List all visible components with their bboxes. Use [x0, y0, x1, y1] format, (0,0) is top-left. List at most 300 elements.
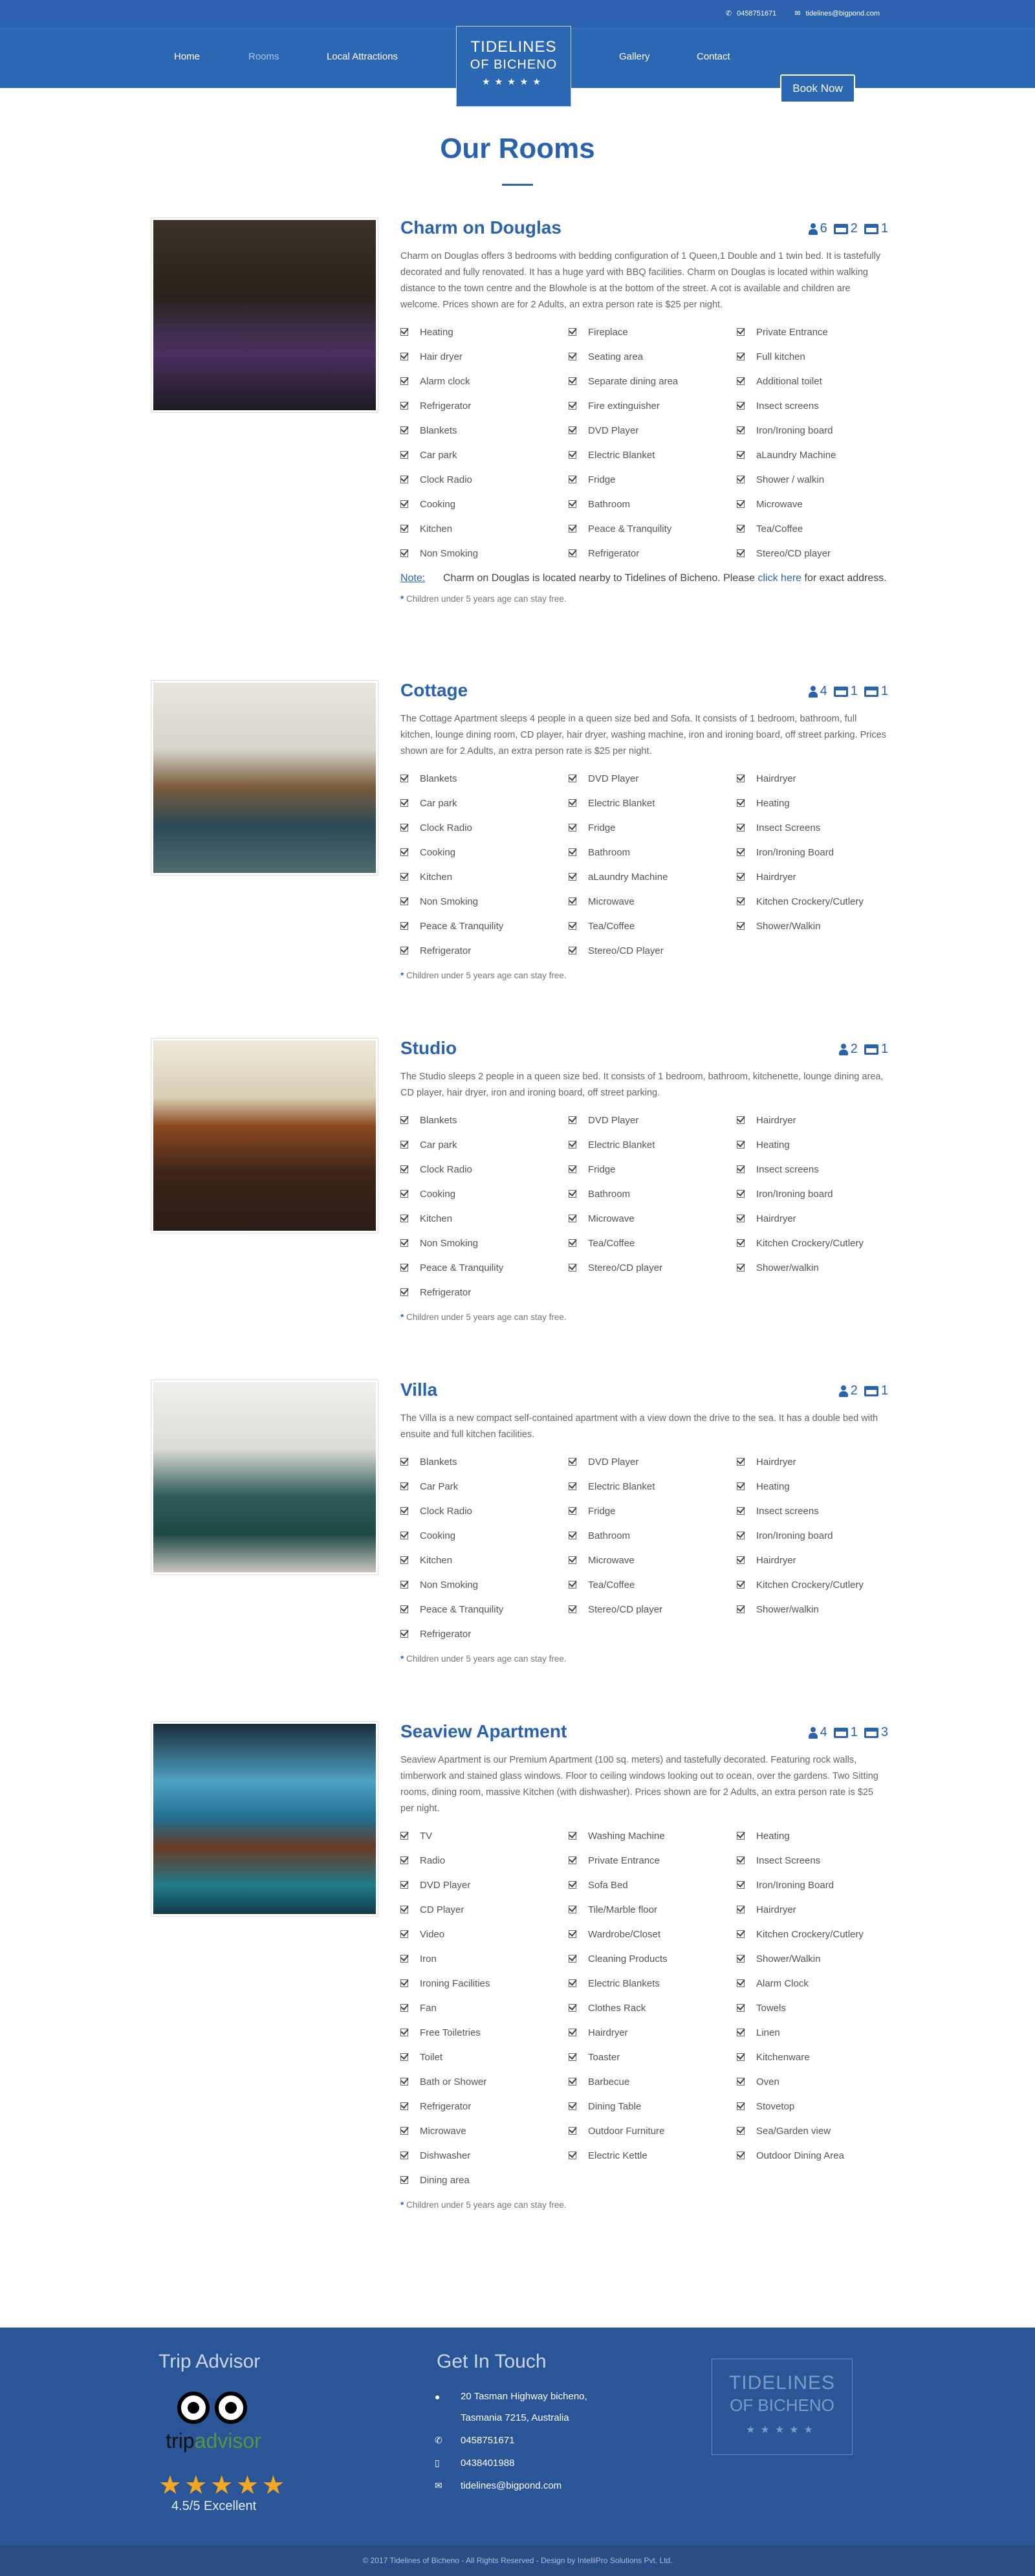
amenity-label: Fridge [588, 1505, 616, 1517]
guest-count: 4 [820, 1725, 827, 1739]
amenity-label: Iron/Ironing Board [756, 846, 834, 858]
amenity-label: Refrigerator [420, 1286, 472, 1298]
nav-gallery[interactable]: Gallery [619, 51, 650, 62]
amenity-item [569, 938, 737, 963]
top-contact [726, 9, 880, 17]
amenity-item [569, 1255, 737, 1280]
amenity-item [400, 2143, 569, 2168]
checkbox-icon [569, 1165, 576, 1173]
footer-mobile[interactable] [435, 2458, 514, 2469]
amenity-label: Clock Radio [420, 1163, 472, 1175]
copyright-bar: © 2017 Tidelines of Bicheno - All Rights Reserved - Design by IntelliPro Solutions Pvt. Ltd. [0, 2545, 1035, 2576]
amenity-label: Heating [756, 797, 790, 809]
nav-rooms[interactable]: Rooms [248, 51, 279, 62]
amenity-label: Outdoor Dining Area [756, 2150, 844, 2161]
guest-icon [839, 1044, 848, 1055]
bed-count: 1 [880, 1383, 888, 1398]
amenity-label: Hairdryer [756, 1114, 796, 1126]
amenity-item [737, 914, 888, 938]
amenity-label: Electric Blanket [588, 1481, 655, 1492]
top-email[interactable] [794, 9, 880, 17]
checkbox-icon [400, 500, 408, 508]
amenity-label: Hairdryer [756, 1554, 796, 1566]
checkbox-icon [569, 824, 576, 831]
amenity-label: DVD Player [420, 1879, 471, 1891]
amenity-item [737, 2045, 888, 2069]
checkbox-icon [400, 451, 408, 459]
email-text: tidelines@bigpond.com [461, 2480, 562, 2491]
child-note-text: Children under 5 years age can stay free. [406, 1654, 567, 1664]
amenity-item [400, 1231, 569, 1255]
checkbox-icon [737, 1458, 745, 1466]
nav-local-attractions[interactable]: Local Attractions [327, 51, 398, 62]
owl-icon [177, 2388, 250, 2428]
amenity-item [400, 1449, 569, 1474]
amenity-label: Insect screens [756, 400, 819, 412]
amenity-item [569, 516, 737, 541]
amenity-label: Electric Blanket [588, 449, 655, 461]
amenity-label: Private Entrance [588, 1855, 660, 1866]
envelope-icon: ✉ [435, 2480, 442, 2491]
amenity-item [569, 320, 737, 344]
amenity-item [400, 1996, 569, 2020]
checkbox-icon [737, 1215, 745, 1222]
amenity-label: Cooking [420, 846, 456, 858]
amenity-item [737, 2143, 888, 2168]
amenity-item [737, 1255, 888, 1280]
amenity-label: Stereo/CD Player [588, 945, 664, 956]
checkbox-icon [569, 1881, 576, 1889]
checkbox-icon [569, 1930, 576, 1938]
amenity-label: Kitchen Crockery/Cutlery [756, 1237, 864, 1249]
checkbox-icon [569, 500, 576, 508]
bed-icon [834, 1728, 848, 1738]
room-photo[interactable] [151, 217, 378, 413]
amenity-label: Clock Radio [420, 1505, 472, 1517]
top-email-text: tidelines@bigpond.com [805, 9, 880, 17]
top-phone[interactable] [726, 9, 776, 17]
room-photo[interactable] [151, 1380, 378, 1575]
checkbox-icon [400, 476, 408, 483]
checkbox-icon [737, 377, 745, 385]
phone-icon: ✆ [725, 10, 732, 17]
child-note-text: Children under 5 years age can stay free. [406, 594, 567, 604]
room-name: Studio [400, 1038, 457, 1058]
footer-email[interactable] [435, 2480, 561, 2491]
amenity-label: Insect Screens [756, 1855, 821, 1866]
checkbox-icon [400, 2176, 408, 2184]
checkbox-icon [400, 426, 408, 434]
amenity-item [400, 1597, 569, 1622]
checkbox-icon [400, 2078, 408, 2086]
amenity-item [737, 1108, 888, 1132]
checkbox-icon [569, 353, 576, 360]
amenity-item [569, 1499, 737, 1523]
amenity-label: Tea/Coffee [588, 920, 635, 932]
note-text: Charm on Douglas is located nearby to Tidelines of Bicheno. Please [443, 573, 758, 584]
checkbox-icon [737, 500, 745, 508]
checkbox-icon [737, 799, 745, 807]
checkbox-icon [737, 1581, 745, 1589]
amenity-label: Refrigerator [588, 547, 640, 559]
tripadvisor-logo[interactable] [158, 2388, 268, 2453]
checkbox-icon [737, 2078, 745, 2086]
amenity-item [400, 492, 569, 516]
address-line2: Tasmania 7215, Australia [461, 2412, 569, 2423]
amenity-label: Oven [756, 2076, 779, 2087]
amenity-label: Non Smoking [420, 1237, 479, 1249]
checkbox-icon [400, 897, 408, 905]
amenity-label: Iron/Ironing board [756, 1188, 833, 1200]
phone-text: 0458751671 [461, 2435, 515, 2446]
amenities-list [400, 320, 888, 566]
amenity-item [400, 1474, 569, 1499]
amenity-item [400, 766, 569, 791]
amenity-item [737, 864, 888, 889]
bed-icon [834, 224, 848, 234]
room-name: Charm on Douglas [400, 217, 561, 237]
guest-count: 2 [850, 1042, 858, 1056]
amenity-label: Washing Machine [588, 1830, 665, 1842]
amenity-label: Car park [420, 449, 457, 461]
room-photo[interactable] [151, 1721, 378, 1917]
amenity-label: Hairdryer [756, 1456, 796, 1468]
amenity-item [737, 1474, 888, 1499]
amenity-label: Hair dryer [420, 351, 463, 362]
checkbox-icon [400, 353, 408, 360]
amenity-label: Kitchen [420, 1554, 453, 1566]
amenity-label: Refrigerator [420, 945, 472, 956]
bed-icon [864, 1386, 878, 1396]
guest-icon [839, 1385, 848, 1397]
amenity-item [569, 393, 737, 418]
nav-home[interactable]: Home [174, 51, 201, 62]
room-capacity [839, 1042, 888, 1057]
bed-count: 1 [850, 1725, 858, 1739]
amenity-item [737, 2020, 888, 2045]
amenity-item [400, 418, 569, 443]
amenity-label: Insect screens [756, 1163, 819, 1175]
amenity-item [400, 1946, 569, 1971]
amenity-item [400, 1157, 569, 1182]
amenity-item [737, 1157, 888, 1182]
amenity-label: Cleaning Products [588, 1953, 668, 1965]
child-note-text: Children under 5 years age can stay free. [406, 971, 567, 980]
bed-icon [834, 687, 848, 697]
amenity-label: Clock Radio [420, 474, 472, 485]
amenity-item [400, 393, 569, 418]
checkbox-icon [737, 848, 745, 856]
checkbox-icon [569, 2102, 576, 2110]
amenity-label: DVD Player [588, 1114, 639, 1126]
map-marker-icon: ● [435, 2391, 441, 2402]
amenity-label: Tea/Coffee [756, 523, 803, 534]
amenity-label: Bathroom [588, 498, 631, 510]
amenity-item [737, 320, 888, 344]
footer-logo-stars-icon: ★★★★★ [746, 2425, 818, 2436]
amenity-label: Hairdryer [756, 1213, 796, 1224]
footer-phone[interactable] [435, 2435, 514, 2446]
amenity-label: Non Smoking [420, 1579, 479, 1591]
amenity-item [400, 864, 569, 889]
amenity-item [569, 1597, 737, 1622]
checkbox-icon [737, 2053, 745, 2061]
footer-logo [712, 2359, 853, 2455]
checkbox-icon [737, 1856, 745, 1864]
checkbox-icon [400, 848, 408, 856]
amenity-label: Refrigerator [420, 2100, 472, 2112]
bathroom-icon [864, 1728, 878, 1738]
room-photo[interactable] [151, 680, 378, 875]
amenity-item [569, 1132, 737, 1157]
amenity-item [400, 1206, 569, 1231]
checkbox-icon [569, 1239, 576, 1247]
nav-contact[interactable]: Contact [697, 51, 730, 62]
checkbox-icon [569, 1482, 576, 1490]
amenity-label: Shower/Walkin [756, 920, 821, 932]
amenity-item [737, 2119, 888, 2143]
amenity-item [400, 1108, 569, 1132]
checkbox-icon [569, 1215, 576, 1222]
checkbox-icon [737, 328, 745, 336]
amenity-label: Fridge [588, 822, 616, 833]
amenity-item [569, 1873, 737, 1897]
amenity-label: Dining area [420, 2174, 470, 2186]
rating-text: 4.5/5 Excellent [171, 2499, 257, 2513]
child-policy-note: * Children under 5 years age can stay free. [400, 594, 567, 604]
checkbox-icon [737, 2029, 745, 2036]
amenity-item [400, 1622, 569, 1646]
checkbox-icon [569, 426, 576, 434]
checkbox-icon [400, 549, 408, 557]
amenity-item [737, 492, 888, 516]
note-end: for exact address. [801, 573, 887, 584]
amenity-label: Kitchen [420, 1213, 453, 1224]
contact-heading: Get In Touch [437, 2351, 547, 2372]
amenity-item [569, 541, 737, 566]
room-note [400, 571, 888, 586]
amenity-item [400, 938, 569, 963]
checkbox-icon [737, 476, 745, 483]
amenity-item [569, 1206, 737, 1231]
checkbox-icon [569, 1832, 576, 1840]
checkbox-icon [737, 775, 745, 782]
amenity-label: Microwave [420, 2125, 466, 2137]
amenity-label: Car park [420, 1139, 457, 1150]
amenity-label: Stovetop [756, 2100, 795, 2112]
checkbox-icon [737, 2102, 745, 2110]
mobile-icon: ▯ [435, 2458, 440, 2468]
amenity-item [400, 369, 569, 393]
checkbox-icon [400, 2053, 408, 2061]
room-description: Seaview Apartment is our Premium Apartment (100 sq. meters) and tastefully decorated. Featuring rock walls, timberwork and stained glass windows. Floor to ceiling windows looking out to ocean, over the gardens. Two Sitting rooms, dining room, massive Kitchen (with dishwasher). Prices shown are for 2 Adults, an extra person rate is $25 per night. [400, 1755, 878, 1814]
amenity-label: Toilet [420, 2051, 443, 2063]
amenity-label: Kitchen Crockery/Cutlery [756, 1928, 864, 1940]
amenity-label: Separate dining area [588, 375, 679, 387]
amenity-label: Shower/Walkin [756, 1953, 821, 1965]
amenity-label: Car Park [420, 1481, 459, 1492]
guest-count: 4 [820, 684, 827, 698]
bed-count: 1 [880, 1042, 888, 1056]
amenity-item [737, 541, 888, 566]
checkbox-icon [569, 1532, 576, 1539]
amenity-item [737, 344, 888, 369]
amenity-item [737, 393, 888, 418]
checkbox-icon [569, 1979, 576, 1987]
amenity-item [569, 1946, 737, 1971]
amenity-item [400, 2094, 569, 2119]
amenity-item [569, 1108, 737, 1132]
book-now-button[interactable]: Book Now [780, 74, 855, 103]
logo-stars-icon: ★★★★★ [482, 76, 545, 87]
bathroom-count: 1 [880, 221, 888, 236]
checkbox-icon [400, 1881, 408, 1889]
bed-count: 2 [850, 221, 858, 236]
checkbox-icon [737, 451, 745, 459]
room-name: Villa [400, 1380, 438, 1400]
amenity-label: Hairdryer [588, 2027, 628, 2038]
amenity-item [737, 2069, 888, 2094]
amenity-label: Insect Screens [756, 822, 821, 833]
checkbox-icon [400, 1556, 408, 1564]
amenity-label: Heating [756, 1481, 790, 1492]
ta-word-trip: trip [166, 2429, 195, 2452]
top-phone-text: 0458751671 [737, 9, 777, 17]
amenity-item [737, 1523, 888, 1548]
checkbox-icon [737, 426, 745, 434]
checkbox-icon [569, 1190, 576, 1198]
amenity-label: Refrigerator [420, 400, 472, 412]
checkbox-icon [569, 1141, 576, 1149]
amenity-label: Microwave [588, 1213, 635, 1224]
checkbox-icon [737, 1482, 745, 1490]
title-divider [502, 184, 533, 186]
room-photo[interactable] [151, 1038, 378, 1233]
checkbox-icon [569, 1955, 576, 1963]
checkbox-icon [737, 1165, 745, 1173]
amenity-item [569, 2119, 737, 2143]
checkbox-icon [737, 1264, 745, 1271]
phone-icon: ✆ [435, 2435, 442, 2445]
checkbox-icon [569, 2053, 576, 2061]
amenity-label: Clothes Rack [588, 2002, 646, 2014]
amenity-item [400, 467, 569, 492]
amenity-label: Hairdryer [756, 871, 796, 883]
amenity-label: Fireplace [588, 326, 628, 338]
amenity-label: Cooking [420, 1188, 456, 1200]
amenity-label: Blankets [420, 1114, 457, 1126]
amenity-label: Kitchen [420, 523, 453, 534]
amenity-item [737, 1206, 888, 1231]
checkbox-icon [737, 1190, 745, 1198]
guest-icon [809, 1727, 818, 1739]
bathroom-count: 1 [880, 684, 888, 698]
checkbox-icon [737, 549, 745, 557]
amenity-label: Kitchenware [756, 2051, 810, 2063]
amenity-label: Kitchen [420, 871, 453, 883]
checkbox-icon [400, 1288, 408, 1296]
checkbox-icon [737, 824, 745, 831]
checkbox-icon [737, 1955, 745, 1963]
amenity-item [400, 889, 569, 914]
amenity-item [569, 815, 737, 840]
amenity-label: aLaundry Machine [756, 449, 836, 461]
amenity-label: Wardrobe/Closet [588, 1928, 660, 1940]
amenity-item [737, 1897, 888, 1922]
amenity-item [400, 1523, 569, 1548]
amenity-item [569, 840, 737, 864]
site-logo[interactable] [456, 26, 571, 107]
amenity-label: Alarm Clock [756, 1977, 809, 1989]
checkbox-icon [400, 1458, 408, 1466]
note-label: Note: [400, 573, 426, 584]
checkbox-icon [400, 1630, 408, 1638]
amenity-item [569, 1572, 737, 1597]
address-link[interactable]: click here [757, 573, 802, 584]
amenity-label: Heating [756, 1830, 790, 1842]
checkbox-icon [569, 1264, 576, 1271]
amenity-item [737, 1449, 888, 1474]
amenity-item [400, 1897, 569, 1922]
amenity-label: Kitchen Crockery/Cutlery [756, 896, 864, 907]
amenity-label: Shower / walkin [756, 474, 825, 485]
amenity-item [737, 1597, 888, 1622]
amenity-label: Electric Kettle [588, 2150, 648, 2161]
amenity-item [400, 541, 569, 566]
amenity-item [400, 1922, 569, 1946]
amenity-item [569, 1823, 737, 1848]
amenity-item [400, 1572, 569, 1597]
amenity-item [400, 2069, 569, 2094]
amenity-item [737, 1996, 888, 2020]
amenity-label: Full kitchen [756, 351, 805, 362]
amenity-label: Free Toiletries [420, 2027, 481, 2038]
amenity-label: Blankets [420, 424, 457, 436]
amenity-label: Fridge [588, 1163, 616, 1175]
checkbox-icon [400, 775, 408, 782]
amenity-label: Tea/Coffee [588, 1237, 635, 1249]
checkbox-icon [569, 1556, 576, 1564]
page-title: Our Rooms [440, 133, 595, 164]
checkbox-icon [569, 1856, 576, 1864]
amenity-item [400, 320, 569, 344]
checkbox-icon [569, 1458, 576, 1466]
checkbox-icon [569, 549, 576, 557]
amenity-label: Bathroom [588, 1188, 631, 1200]
checkbox-icon [737, 2004, 745, 2012]
amenity-item [400, 344, 569, 369]
amenity-label: Heating [420, 326, 453, 338]
amenity-label: Seating area [588, 351, 644, 362]
amenity-item [400, 1182, 569, 1206]
amenity-item [737, 1971, 888, 1996]
checkbox-icon [569, 2152, 576, 2159]
guest-icon [809, 223, 818, 235]
amenity-label: Barbecue [588, 2076, 630, 2087]
amenity-item [737, 1873, 888, 1897]
checkbox-icon [569, 873, 576, 881]
checkbox-icon [737, 1532, 745, 1539]
amenity-label: Shower/walkin [756, 1262, 819, 1273]
checkbox-icon [737, 1906, 745, 1913]
amenity-item [569, 791, 737, 815]
amenity-item [737, 889, 888, 914]
checkbox-icon [400, 1116, 408, 1124]
amenity-item [569, 344, 737, 369]
amenities-list [400, 1108, 888, 1305]
amenity-label: Electric Blanket [588, 1139, 655, 1150]
checkbox-icon [400, 824, 408, 831]
